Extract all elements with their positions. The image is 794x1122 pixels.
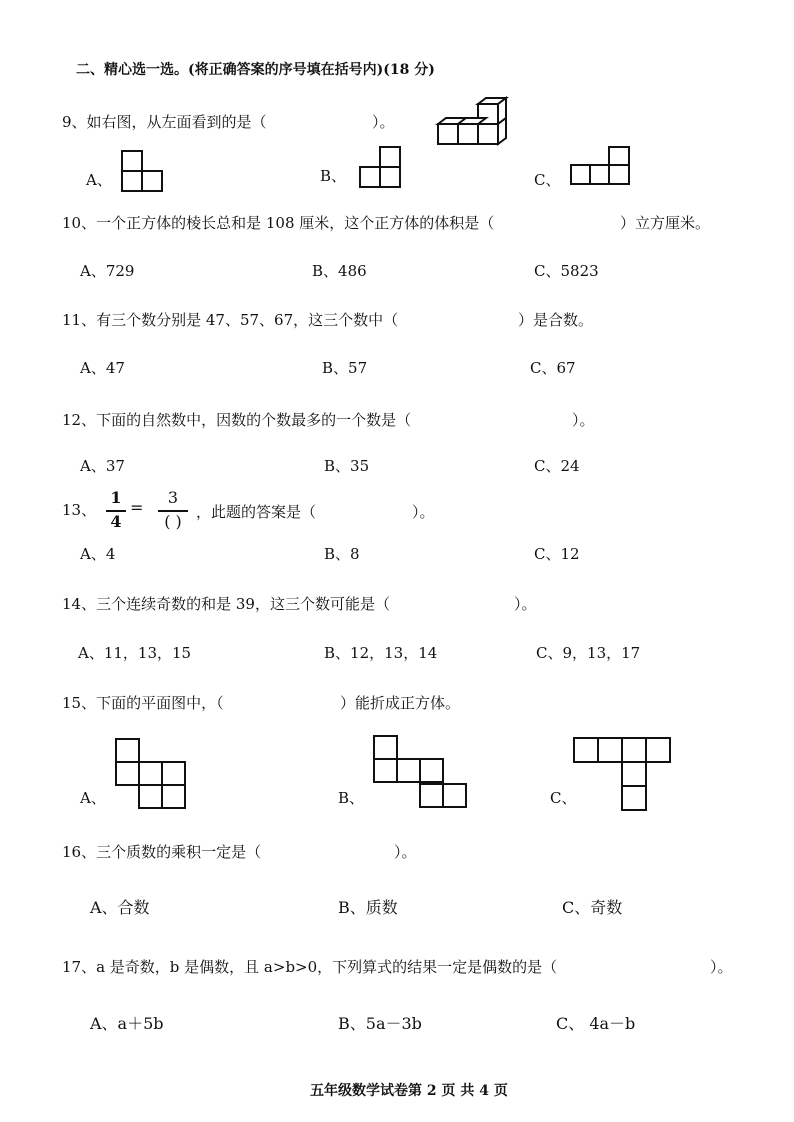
question-9-option-b: B、: [320, 167, 347, 185]
question-9-stem-a: 9、如右图，从左面看到的是（: [62, 113, 267, 131]
question-15-option-a: A、: [80, 789, 106, 807]
question-10-stem-a: 10、一个正方体的棱长总和是 108 厘米，这个正方体的体积是（: [62, 214, 495, 232]
section-heading: 二、精心选一选。(将正确答案的序号填在括号内)(18 分): [76, 62, 435, 78]
question-13-option-b: B、8: [324, 545, 360, 563]
question-12-option-b: B、35: [324, 457, 370, 475]
question-11-option-a: A、47: [80, 359, 125, 377]
question-11-stem-b: ）是合数。: [518, 311, 594, 329]
question-11-stem-a: 11、有三个数分别是 47、57、67，这三个数中（: [62, 311, 399, 329]
question-14-option-b: B、12，13，14: [324, 644, 438, 662]
question-10-option-b: B、486: [312, 262, 367, 280]
question-13-option-a: A、4: [80, 545, 116, 563]
fraction-right: [158, 488, 188, 534]
question-10-option-a: A、729: [80, 262, 135, 280]
cube-stack-figure: [430, 96, 510, 154]
question-16-option-c: C、奇数: [562, 898, 623, 917]
question-14-stem-b: ）。: [514, 595, 537, 613]
question-13-option-c: C、12: [534, 545, 580, 563]
question-12-option-a: A、37: [80, 457, 125, 475]
question-16-stem-b: ）。: [394, 843, 417, 861]
question-12-option-c: C、24: [534, 457, 580, 475]
page-footer: 五年级数学试卷第 2 页 共 4 页: [310, 1083, 508, 1099]
fraction-right-numerator: 3: [167, 488, 179, 507]
question-17-stem-b: ）。: [710, 958, 733, 976]
question-14-option-c: C、9，13，17: [536, 644, 641, 662]
question-12-stem-b: ）。: [572, 411, 595, 429]
question-11-option-b: B、57: [322, 359, 368, 377]
question-14-option-a: A、11，13，15: [78, 644, 192, 662]
question-13-stem-a: ，此题的答案是（: [196, 503, 317, 521]
question-14-stem-a: 14、三个连续奇数的和是 39，这三个数可能是（: [62, 595, 390, 613]
question-15-option-b: B、: [338, 789, 365, 807]
question-9-option-c: C、: [534, 171, 561, 189]
fraction-left: [106, 488, 126, 534]
question-17-option-b: B、5a－3b: [338, 1014, 422, 1033]
question-13-number: 13、: [62, 501, 97, 519]
fraction-right-denominator: ( ): [164, 512, 182, 531]
question-9-stem-b: ）。: [372, 113, 395, 131]
question-9-option-a: A、: [86, 171, 112, 189]
question-15-stem-a: 15、下面的平面图中，（: [62, 694, 224, 712]
question-17-option-a: A、a＋5b: [90, 1014, 164, 1033]
question-13-stem-b: ）。: [412, 503, 435, 521]
question-12-stem-a: 12、下面的自然数中，因数的个数最多的一个数是（: [62, 411, 412, 429]
fraction-left-denominator: 4: [110, 512, 122, 531]
question-11-option-c: C、67: [530, 359, 576, 377]
question-16-option-b: B、质数: [338, 898, 398, 917]
question-10-option-c: C、5823: [534, 262, 599, 280]
question-10-stem-b: ）立方厘米。: [620, 214, 711, 232]
question-15-option-c: C、: [550, 789, 577, 807]
fraction-left-numerator: 1: [110, 488, 122, 507]
question-17-option-c: C、 4a－b: [556, 1014, 636, 1033]
question-16-option-a: A、合数: [90, 898, 150, 917]
question-15-stem-b: ）能折成正方体。: [340, 694, 461, 712]
equals-sign: =: [130, 498, 144, 517]
question-16-stem-a: 16、三个质数的乘积一定是（: [62, 843, 262, 861]
question-17-stem-a: 17、a 是奇数，b 是偶数，且 a>b>0，下列算式的结果一定是偶数的是（: [62, 958, 558, 976]
